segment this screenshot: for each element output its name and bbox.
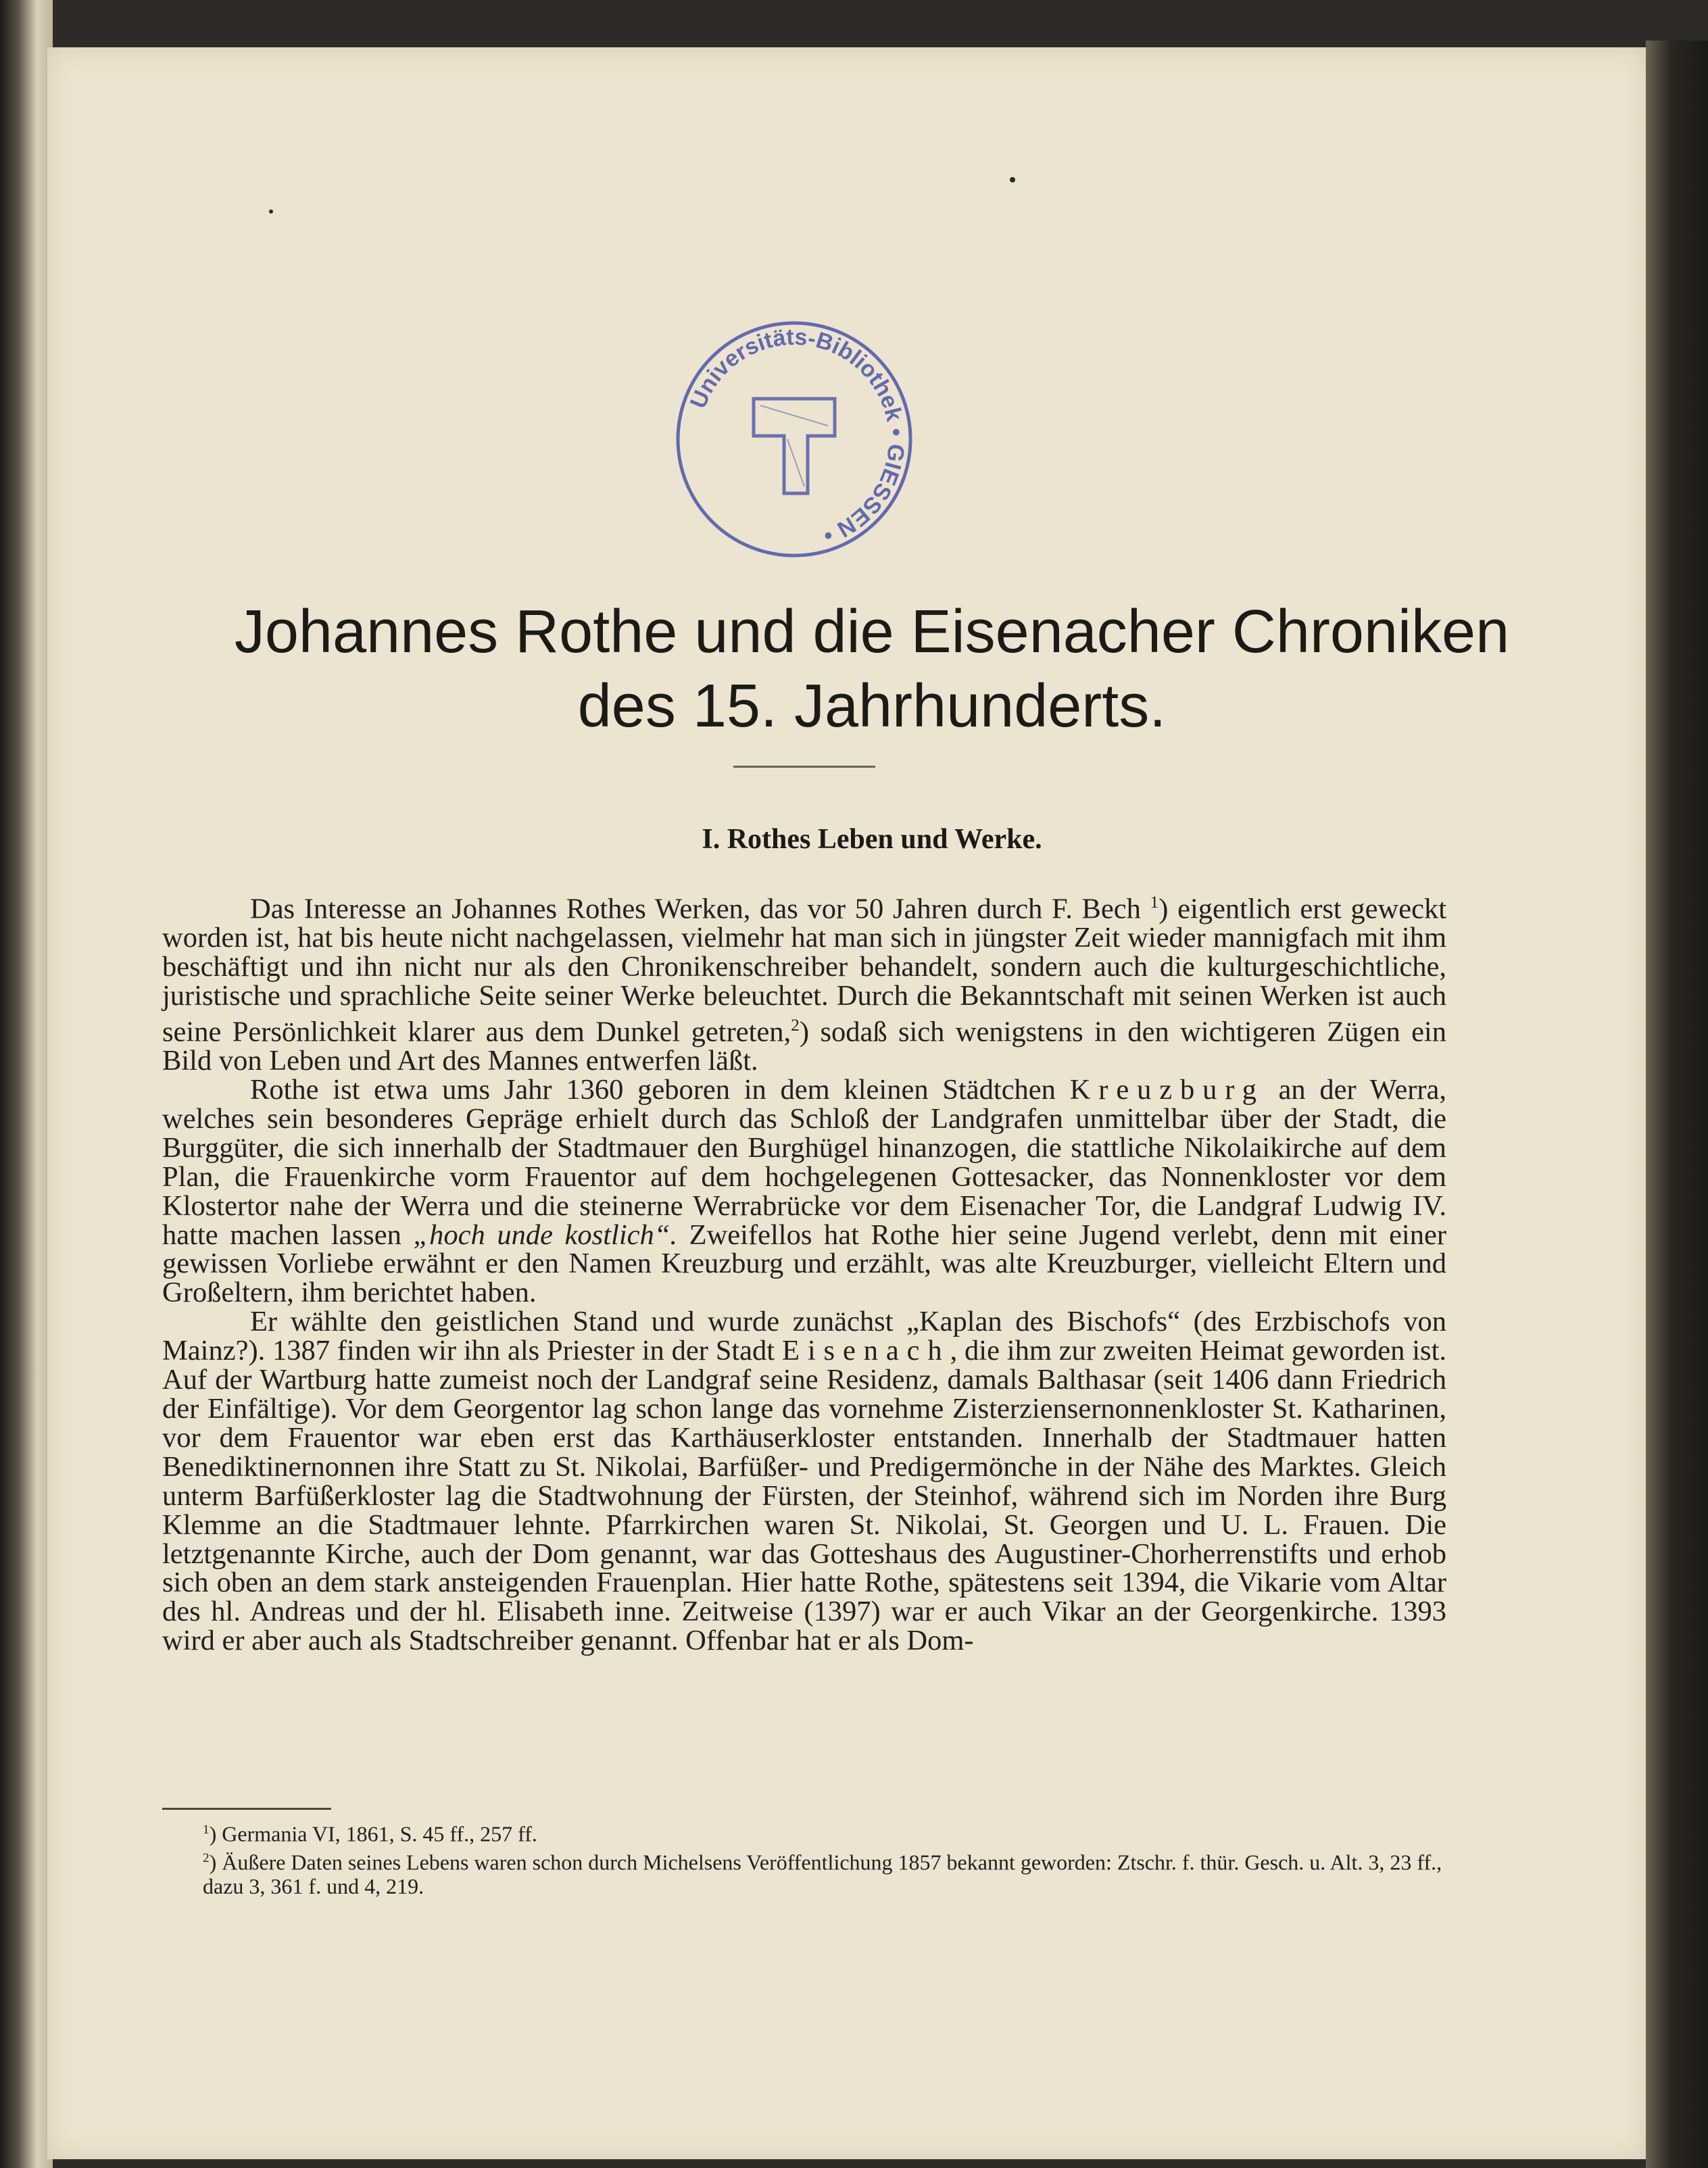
- body-text: [162, 888, 1446, 1656]
- paragraph-3: [162, 1308, 1446, 1656]
- footnote-mark: 1: [203, 1823, 210, 1837]
- section-heading: I. Rothes Leben und Werke.: [702, 824, 1042, 855]
- book-fore-edge: [1646, 41, 1708, 2168]
- tau-cross-emblem: [754, 399, 835, 493]
- title-line-2: des 15. Jahrhunderts.: [577, 672, 1167, 740]
- text-run: Er wählte den geistlichen Stand und wurde zunächst „Kaplan des Bischofs“ (des Erzbischofs von Mainz?). 1387 finden wir ihn als Priester in der Stadt: [162, 1306, 1446, 1367]
- footnotes: [162, 1818, 1446, 1898]
- footnote-text: ) Germania VI, 1861, S. 45 ff., 257 ff.: [209, 1821, 537, 1846]
- text-run: Zweifellos hat Rothe hier seine Jugend verlebt, denn mit einer gewissen Vorliebe erwähnt er den Namen Kreuzburg und erzählt, was alte Kreuzburger, vielleicht Eltern und Großeltern, ihm berichtet haben.: [162, 1218, 1447, 1309]
- footnote-mark: 2: [203, 1850, 210, 1865]
- footnote-2: [162, 1846, 1446, 1899]
- place-name: Kreuzburg: [1069, 1074, 1265, 1106]
- text-run: ) sodaß sich wenigstens in den wichtigeren Zügen ein Bild von Leben und Art des Mannes entwerfen läßt.: [162, 1016, 1446, 1077]
- text-run: an der Werra, welches sein besonderes Gepräge erhielt durch das Schloß der Landgrafen unmittelbar über der Stadt, die Burggüter, die sich innerhalb der Stadtmauer den Burghügel hinanzogen, die stattliche Nikolaikirche auf dem Plan, die Frauenkirche vorm Frauentor auf dem hochgelegenen Gottesacker, das Nonnenkloster vor dem Klostertor nahe der Werra und die steinerne Werrabrücke vor dem Eisenacher Tor, die Landgraf Ludwig IV. hatte machen lassen: [162, 1074, 1447, 1251]
- text-run: Rothe ist etwa ums Jahr 1360 geboren in dem kleinen Städtchen: [250, 1074, 1056, 1106]
- footnote-text: ) Äußere Daten seines Lebens waren schon durch Michelsens Veröffentlichung 1857 bekannt geworden: Ztschr. f. thür. Gesch. u. Alt. 3, 23 ff., dazu 3, 361 f. und 4, 219.: [203, 1850, 1442, 1899]
- footnote-1: [162, 1818, 1446, 1846]
- speck-dot: [1010, 177, 1015, 182]
- footnote-marker: 2: [791, 1014, 800, 1035]
- article-title: [162, 595, 1582, 743]
- speck-dot: [269, 210, 273, 214]
- place-name: Eisenach: [781, 1335, 950, 1367]
- book-binding-edge: [0, 0, 53, 2168]
- svg-text:Universitäts-Bibliothek • GIES: Universitäts-Bibliothek • GIESSEN •: [685, 324, 910, 549]
- paragraph-1: [162, 888, 1446, 1076]
- quotation: „hoch unde kostlich“.: [413, 1218, 678, 1251]
- title-line-1: Johannes Rothe und die Eisenacher Chroniken: [234, 598, 1510, 666]
- text-run: , die ihm zur zweiten Heimat geworden ist. Auf der Wartburg hatte zumeist noch der Landgraf seine Residenz, damals Balthasar (seit 1406 dann Friedrich der Einfältige). Vor dem Georgentor lag schon lange das vornehme Zisterziensernonnenkloster St. Katharinen, vor dem Frauentor war eben erst das Karthäuserkloster entstanden. Innerhalb der Stadtmauer hatten Benediktinernonnen ihre Statt zu St. Nikolai, Barfüßer- und Predigermönche in der Nähe des Marktes. Gleich unterm Barfüßerkloster lag die Stadtwohnung der Fürsten, der Steinhof, während sich im Norden ihre Burg Klemme an die Stadtmauer lehnte. Pfarrkirchen waren St. Nikolai, St. Georgen und U. L. Frauen. Die letztgenannte Kirche, auch der Dom genannt, war das Gotteshaus des Augustiner-Chorherrenstifts und erhob sich oben an dem stark ansteigenden Frauenplan. Hier hatte Rothe, spätestens seit 1394, die Vikarie vom Altar des hl. Andreas und der hl. Elisabeth inne. Zeitweise (1397) war er auch Vikar an der Georgenkirche. 1393 wird er aber auch als Stadtschreiber genannt. Offenbar hat er als Dom-: [162, 1335, 1447, 1657]
- footnote-marker: 1: [1150, 892, 1159, 912]
- text-run: ) eigentlich erst geweckt worden ist, hat bis heute nicht nachgelassen, vielmehr hat man sich in jüngster Zeit wieder mannigfach mit ihm beschäftigt und ihn nicht nur als den Chronikenschreiber behandelt, sondern auch die kulturgeschichtliche, juristische und sprachliche Seite seiner Werke beleuchtet. Durch die Bekanntschaft mit seinen Werken ist auch seine Persönlichkeit klarer aus dem Dunkel getreten,: [162, 893, 1447, 1048]
- text-run: Das Interesse an Johannes Rothes Werken, das vor 50 Jahren durch F. Bech: [250, 893, 1141, 925]
- title-divider: [733, 766, 875, 768]
- footnote-rule: [162, 1808, 331, 1810]
- paragraph-2: [162, 1076, 1446, 1308]
- library-stamp: [673, 318, 916, 561]
